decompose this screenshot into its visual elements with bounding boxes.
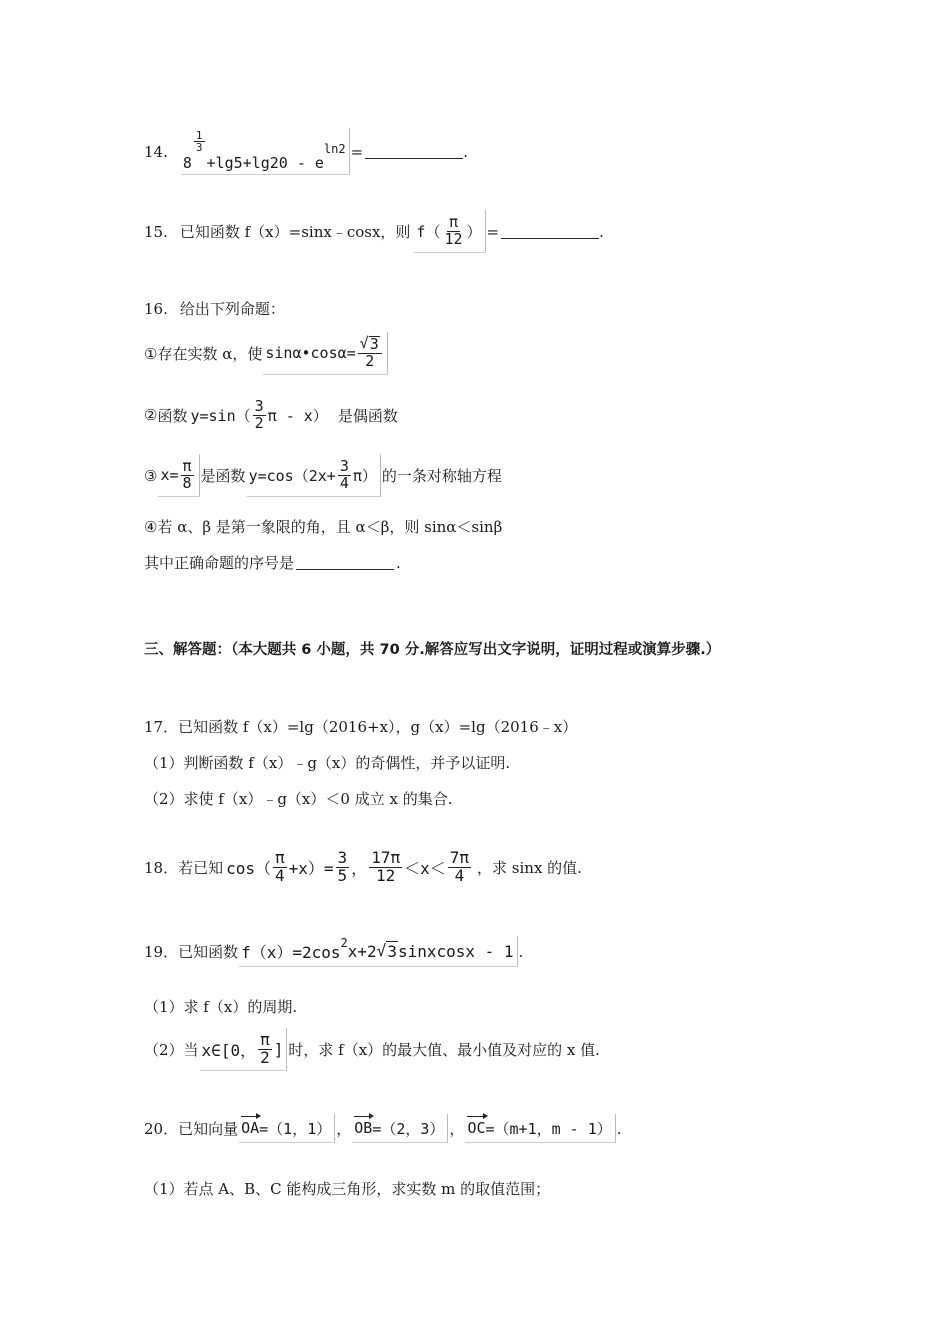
question-16-ask: 其中正确命题的序号是 . — [144, 553, 401, 572]
proposition-1: ① 存在实数 α，使 sinα•cosα= √ 3 2 — [144, 332, 389, 375]
question-19: 19．已知函数 f（x）=2cos 2 x+2 √ 3 sinxcosx - 1 . — [144, 936, 523, 967]
formula: cos（ $\frac{\pi}{4}$ +x）= $\frac{3}{5}$ ， $\frac{17\pi}{12}$ ＜x＜ $\frac{7\pi}{4}$ — [226, 847, 470, 885]
proposition-4: ④ 若 α、β 是第一象限的角，且 α＜β，则 sinα＜sinβ — [144, 517, 503, 536]
question-17-part-2: （2）求使 f（x）﹣g（x）＜0 成立 x 的集合. — [144, 790, 453, 808]
question-number: 14. — [144, 142, 168, 161]
question-19-part-2: （2）当 x∈[0， $\frac{\pi}{2}$ ] 时，求 f（x）的最大值、最小值及对应的 x 值. — [144, 1028, 600, 1071]
question-14: 14. 8 $\frac{1}{3}$ +lg5+lg20 - e ln2 = . — [144, 128, 468, 175]
formula: x∈[0， $\frac{\pi}{2}$ ] — [200, 1028, 288, 1071]
vector-oa: OA =（1，1） — [239, 1114, 335, 1143]
formula: sinα•cosα= √ 3 2 — [263, 332, 387, 375]
answer-blank — [296, 555, 394, 570]
vector-ob: OB =（2，3） — [352, 1114, 448, 1143]
section-heading: 三、解答题：（本大题共 6 小题，共 70 分.解答应写出文字说明，证明过程或演算步骤.） — [144, 642, 721, 658]
proposition-3: ③ x= $\frac{\pi}{8}$ 是函数 y=cos（2x+ $\frac{3}{4}$ π） 的一条对称轴方程 — [144, 454, 502, 497]
question-number: 15. — [144, 222, 168, 241]
question-18: 18．若已知 cos（ $\frac{\pi}{4}$ +x）= $\frac{3}{5}$ ， $\frac{17\pi}{12}$ ＜x＜ $\frac{7\pi}{4}$ ，求 sinx 的值. — [144, 844, 582, 890]
formula: 8 $\frac{1}{3}$ +lg5+lg20 - e ln2 — [181, 128, 350, 175]
question-20: 20．已知向量 OA =（1，1） ， OB =（2，3） ， OC =（m+1，m - 1） . — [144, 1114, 622, 1143]
vector-oc: OC =（m+1，m - 1） — [465, 1114, 615, 1143]
exponent-fraction: $\frac{1}{3}$ — [195, 128, 203, 155]
question-20-part-1: （1）若点 A、B、C 能构成三角形，求实数 m 的取值范围； — [144, 1180, 551, 1198]
answer-blank — [365, 144, 463, 159]
formula: y=cos（2x+ $\frac{3}{4}$ π） — [247, 454, 381, 497]
question-17: 17．已知函数 f（x）=lg（2016+x），g（x）=lg（2016﹣x） — [144, 718, 578, 736]
formula: f（x）=2cos 2 x+2 √ 3 sinxcosx - 1 — [239, 936, 517, 967]
formula: f（ $\frac{\pi}{12}$ ） — [414, 210, 485, 253]
question-17-part-1: （1）判断函数 f（x）﹣g（x）的奇偶性，并予以证明. — [144, 754, 511, 772]
question-19-part-1: （1）求 f（x）的周期. — [144, 998, 298, 1016]
question-15: 15. 已知函数 f（x）=sinx﹣cosx，则 f（ $\frac{\pi}{12}$ ） = . — [144, 210, 604, 253]
answer-blank — [501, 224, 599, 239]
question-16-title: 16. 给出下列命题： — [144, 299, 285, 318]
formula: y=sin（ $\frac{3}{2}$ π - x） — [190, 396, 328, 432]
proposition-2: ② 函数 y=sin（ $\frac{3}{2}$ π - x） 是偶函数 — [144, 394, 398, 436]
formula: x= $\frac{\pi}{8}$ — [158, 454, 199, 497]
question-number: 16. — [144, 299, 168, 318]
